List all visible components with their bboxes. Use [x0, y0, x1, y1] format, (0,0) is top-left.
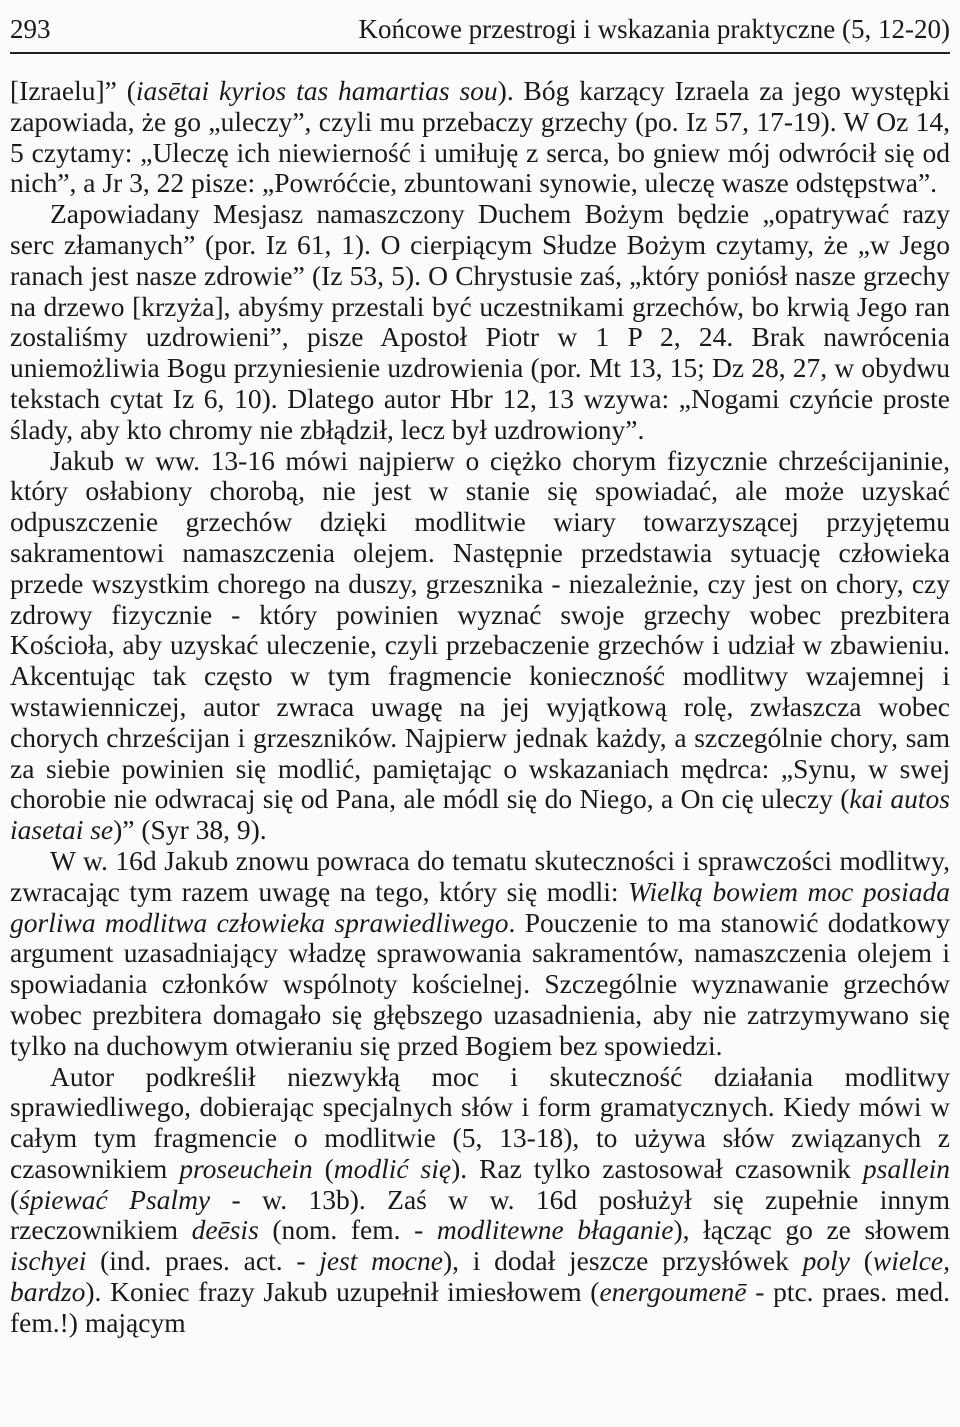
- italic-text: proseuchein: [179, 1152, 313, 1184]
- page-header: [10, 14, 950, 48]
- text-run: ). Bóg karzący Izraela za jego występki zapowiada, że go „uleczy”, czyli mu przebaczy grzechy (po. Iz 57, 17-19). W Oz 14, 5 czytamy: „Uleczę ich niewierność i umiłuję z serca, bo gniew mój odwrócił się od nich”, a Jr 3, 22 pisze: „Powróćcie, zbuntowani synowie, uleczę wasze odstępstwa”.: [10, 75, 950, 199]
- body-text: [10, 76, 950, 1339]
- text-run: W w. 16d Jakub znowu powraca do tematu skuteczności i sprawczości modlitwy, zwracając tym razem uwagę na tego, który się modli:: [10, 844, 950, 907]
- italic-text: iasētai kyrios tas hamartias sou: [135, 75, 498, 106]
- text-run: ), i dodał jeszcze przysłówek: [442, 1245, 803, 1277]
- text-run: - ptc. praes. med. fem.!) mającym: [10, 1276, 951, 1338]
- text-run: [Izraelu]” (: [10, 75, 136, 106]
- italic-text: ischyei: [10, 1245, 87, 1277]
- text-run: ). Raz tylko zastosował czasownik: [451, 1152, 863, 1184]
- paragraph: [10, 76, 950, 199]
- text-run: Autor podkreślił niezwykłą moc i skuteczność działania modlitwy sprawiedliwego, dobierając specjalnych słów i form gramatycznych. Kiedy mówi w całym tym fragmencie o modlitwie (5, 13-18), to używa słów związanych z czasownikiem: [10, 1060, 950, 1184]
- text-run: . Pouczenie to ma stanowić dodatkowy argument uzasadniający władzę sprawowania sakramentów, namaszczenia olejem i spowiadania członków wspólnoty kościelnej. Szczególnie wyznawanie grzechów wobec prezbitera domagało się głębszego uzasadnienia, aby nie zatrzymywano się tylko na duchowym otwieraniu się przed Bogiem bez spowiedzi.: [10, 906, 950, 1061]
- text-run: (ind. praes. act. -: [86, 1245, 320, 1277]
- paragraph: [10, 199, 950, 445]
- text-run: ), łącząc go ze słowem: [673, 1214, 951, 1246]
- text-run: (: [312, 1152, 334, 1184]
- header-rule: [10, 52, 950, 54]
- italic-text: energoumenē: [599, 1276, 747, 1308]
- italic-text: modlić się: [333, 1152, 452, 1184]
- page-number: 293: [10, 14, 51, 44]
- italic-text: Wielką bowiem moc posiada gorliwa modlitwa człowieka sprawiedliwego: [10, 875, 950, 938]
- italic-text: deēsis: [191, 1214, 259, 1246]
- italic-text: wielce, bardzo: [10, 1245, 950, 1308]
- paragraph: [10, 846, 950, 1062]
- text-run: - w. 13b). Zaś w w. 16d posłużył się zupełnie innym rzeczownikiem: [10, 1183, 950, 1246]
- text-run: (: [849, 1245, 873, 1277]
- italic-text: śpiewać Psalmy: [19, 1183, 211, 1215]
- italic-text: jest mocne: [319, 1245, 443, 1277]
- italic-text: psallein: [862, 1152, 950, 1184]
- running-title: Końcowe przestrogi i wskazania praktyczne (5, 12-20): [358, 14, 950, 44]
- text-run: )” (Syr 38, 9).: [113, 814, 267, 846]
- italic-text: modlitewne błaganie: [436, 1214, 674, 1246]
- text-run: (nom. fem. -: [258, 1214, 437, 1246]
- text-run: ). Koniec frazy Jakub uzupełnił imiesłowem (: [85, 1276, 600, 1308]
- text-run: Jakub w ww. 13-16 mówi najpierw o ciężko chorym fizycznie chrześcijaninie, który osłabiony chorobą, nie jest w stanie się spowiadać, ale może uzyskać odpuszczenie grzechów dzięki modlitwie wiary towarzyszącej przyjętemu sakramentowi namaszczenia olejem. Następnie przedstawia sytuację człowieka przede wszystkim chorego na duszy, grzesznika - niezależnie, czy jest on chory, czy zdrowy fizycznie - który powinien wyznać swoje grzechy wobec prezbitera Kościoła, aby uzyskać uleczenie, czyli przebaczenie grzechów i udział w zbawieniu. Akcentując tak często w tym fragmencie konieczność modlitwy wzajemnej i wstawienniczej, autor zwraca uwagę na jej wyjątkową rolę, zwłaszcza wobec chorych chrześcijan i grzeszników. Najpierw jednak każdy, a szczególnie chory, sam za siebie powinien się modlić, pamiętając o wskazaniach mędrca: „Synu, w swej chorobie nie odwracaj się od Pana, ale módl się do Niego, a On cię uleczy (: [10, 444, 950, 815]
- text-run: Zapowiadany Mesjasz namaszczony Duchem Bożym będzie „opatrywać razy serc złamanych” (por. Iz 61, 1). O cierpiącym Słudze Bożym czytamy, że „w Jego ranach jest nasze zdrowie” (Iz 53, 5). O Chrystusie zaś, „który poniósł nasze grzechy na drzewo [krzyża], abyśmy przestali być uczestnikami grzechów, bo krwią Jego ran zostaliśmy uzdrowieni”, pisze Apostoł Piotr w 1 P 2, 24. Brak nawrócenia uniemożliwia Bogu przyniesienie uzdrowienia (por. Mt 13, 15; Dz 28, 27, w obydwu tekstach cytat Iz 6, 10). Dlatego autor Hbr 12, 13 wzywa: „Nogami czyńcie proste ślady, aby kto chromy nie zbłądził, lecz był uzdrowiony”.: [10, 198, 950, 445]
- paragraph: [10, 1062, 950, 1339]
- italic-text: poly: [802, 1245, 850, 1277]
- italic-text: kai autos iasetai se: [10, 783, 950, 846]
- paragraph: [10, 446, 950, 846]
- text-run: (: [10, 1183, 20, 1215]
